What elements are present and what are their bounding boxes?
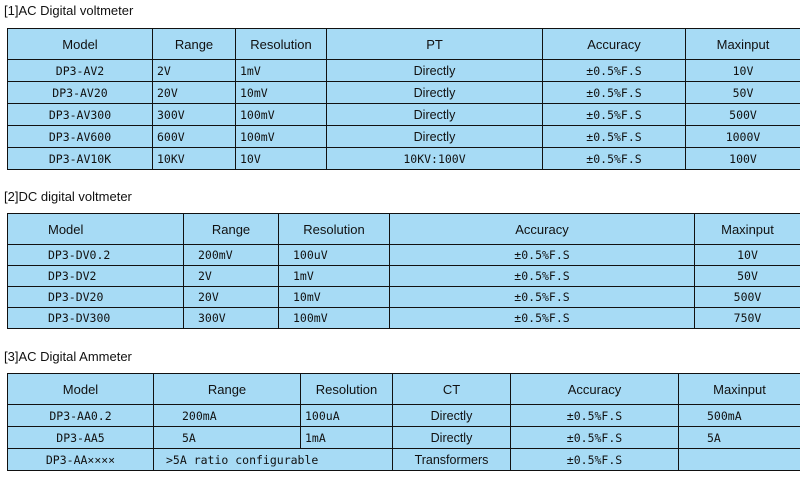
cell-accuracy: ±0.5%F.S (543, 148, 686, 170)
section-title-ac-voltmeter: [1]AC Digital voltmeter (4, 3, 134, 18)
table-row (8, 266, 800, 287)
cell-resolution: 1mA (301, 427, 393, 449)
cell-model: DP3-AV10K (8, 148, 153, 170)
header-resolution: Resolution (279, 214, 390, 245)
cell-ct: Directly (393, 405, 511, 427)
cell-accuracy: ±0.5%F.S (511, 449, 679, 471)
header-resolution: Resolution (236, 29, 327, 60)
table-row (8, 126, 800, 148)
cell-range: 200mA (154, 405, 301, 427)
cell-accuracy: ±0.5%F.S (543, 104, 686, 126)
cell-maxinput: 750V (695, 308, 800, 329)
cell-model: DP3-DV0.2 (8, 245, 184, 266)
cell-range: 600V (153, 126, 236, 148)
cell-maxinput: 1000V (686, 126, 800, 148)
header-maxinput: Maxinput (679, 374, 800, 405)
header-resolution: Resolution (301, 374, 393, 405)
cell-model: DP3-AV300 (8, 104, 153, 126)
table-header-row (8, 214, 800, 245)
cell-range: 200mV (184, 245, 279, 266)
cell-range: 300V (153, 104, 236, 126)
cell-pt: Directly (327, 82, 543, 104)
cell-range: 2V (153, 60, 236, 82)
cell-model: DP3-DV20 (8, 287, 184, 308)
table-row (8, 405, 800, 427)
cell-model: DP3-AV20 (8, 82, 153, 104)
cell-model: DP3-DV300 (8, 308, 184, 329)
cell-resolution: 100mV (236, 126, 327, 148)
cell-maxinput: 100V (686, 148, 800, 170)
ac-ammeter-table (7, 373, 800, 471)
cell-model: DP3-DV2 (8, 266, 184, 287)
cell-pt: 10KV:100V (327, 148, 543, 170)
cell-accuracy: ±0.5%F.S (543, 126, 686, 148)
cell-range: 20V (153, 82, 236, 104)
cell-resolution: 100uA (301, 405, 393, 427)
cell-range: 5A (154, 427, 301, 449)
dc-voltmeter-table (7, 213, 800, 329)
table-row (8, 82, 800, 104)
ac-voltmeter-table (7, 28, 800, 170)
cell-resolution: 100uV (279, 245, 390, 266)
cell-maxinput: 50V (695, 266, 800, 287)
cell-resolution: 100mV (236, 104, 327, 126)
table-row (8, 60, 800, 82)
header-model: Model (8, 29, 153, 60)
header-pt: PT (327, 29, 543, 60)
section-title-ac-ammeter: [3]AC Digital Ammeter (4, 349, 132, 364)
cell-model: DP3-AA×××× (8, 449, 154, 471)
header-ct: CT (393, 374, 511, 405)
cell-accuracy: ±0.5%F.S (543, 82, 686, 104)
cell-accuracy: ±0.5%F.S (511, 427, 679, 449)
header-range: Range (154, 374, 301, 405)
cell-maxinput: 10V (695, 245, 800, 266)
table-row (8, 427, 800, 449)
cell-maxinput: 50V (686, 82, 800, 104)
header-maxinput: Maxinput (695, 214, 800, 245)
cell-maxinput: 5A (679, 427, 800, 449)
cell-ct: Transformers (393, 449, 511, 471)
cell-accuracy: ±0.5%F.S (390, 245, 695, 266)
cell-model: DP3-AA0.2 (8, 405, 154, 427)
table-row (8, 245, 800, 266)
header-model: Model (8, 374, 154, 405)
cell-range: 300V (184, 308, 279, 329)
cell-pt: Directly (327, 104, 543, 126)
table-row (8, 287, 800, 308)
cell-resolution: 1mV (236, 60, 327, 82)
cell-range: 2V (184, 266, 279, 287)
cell-resolution: 100mV (279, 308, 390, 329)
header-accuracy: Accuracy (390, 214, 695, 245)
cell-maxinput (679, 449, 800, 471)
cell-accuracy: ±0.5%F.S (390, 287, 695, 308)
cell-maxinput: 500mA (679, 405, 800, 427)
cell-model: DP3-AV600 (8, 126, 153, 148)
header-accuracy: Accuracy (511, 374, 679, 405)
cell-model: DP3-AA5 (8, 427, 154, 449)
cell-resolution: 1mV (279, 266, 390, 287)
cell-ct: Directly (393, 427, 511, 449)
cell-range: 20V (184, 287, 279, 308)
section-title-dc-voltmeter: [2]DC digital voltmeter (4, 189, 132, 204)
cell-accuracy: ±0.5%F.S (390, 266, 695, 287)
cell-pt: Directly (327, 126, 543, 148)
cell-resolution: 10mV (236, 82, 327, 104)
header-maxinput: Maxinput (686, 29, 800, 60)
header-range: Range (184, 214, 279, 245)
header-range: Range (153, 29, 236, 60)
cell-maxinput: 10V (686, 60, 800, 82)
cell-accuracy: ±0.5%F.S (511, 405, 679, 427)
table-row (8, 308, 800, 329)
cell-maxinput: 500V (695, 287, 800, 308)
cell-resolution: 10V (236, 148, 327, 170)
cell-accuracy: ±0.5%F.S (390, 308, 695, 329)
header-model: Model (8, 214, 184, 245)
cell-accuracy: ±0.5%F.S (543, 60, 686, 82)
table-row (8, 148, 800, 170)
table-row (8, 449, 800, 471)
table-header-row (8, 29, 800, 60)
header-accuracy: Accuracy (543, 29, 686, 60)
table-row (8, 104, 800, 126)
cell-range: >5A ratio configurable (154, 449, 393, 471)
cell-model: DP3-AV2 (8, 60, 153, 82)
cell-maxinput: 500V (686, 104, 800, 126)
table-header-row (8, 374, 800, 405)
cell-resolution: 10mV (279, 287, 390, 308)
cell-pt: Directly (327, 60, 543, 82)
cell-range: 10KV (153, 148, 236, 170)
